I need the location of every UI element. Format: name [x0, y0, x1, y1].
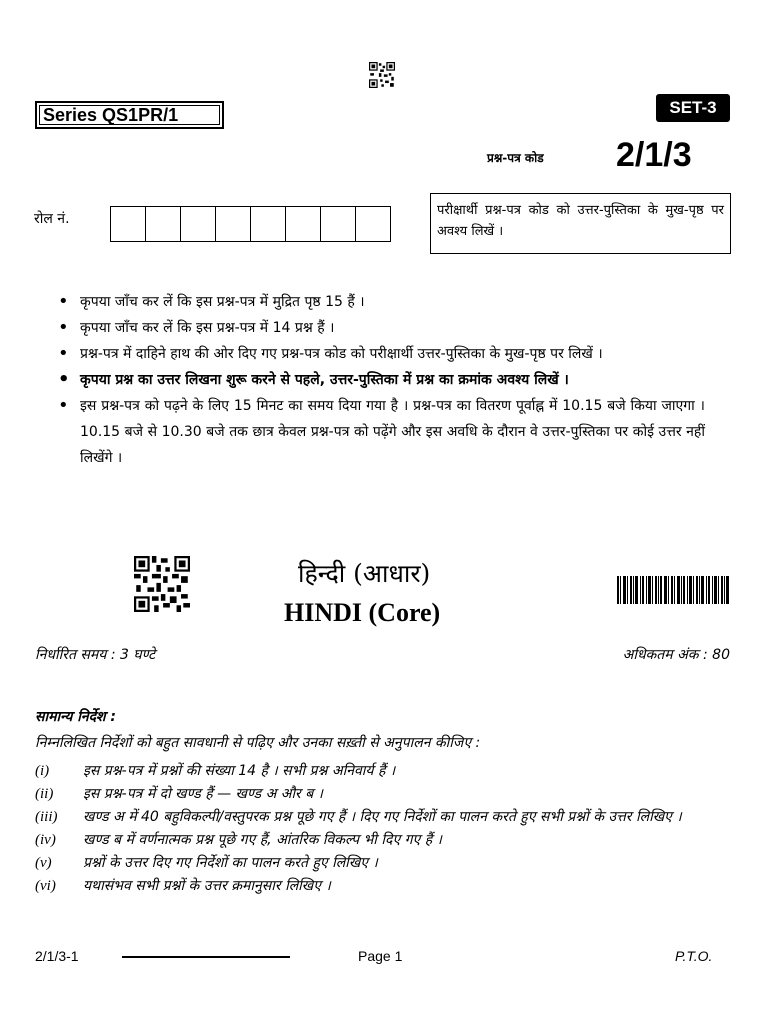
set-badge: SET-3 — [656, 94, 730, 122]
roll-number-cell — [285, 206, 321, 242]
checklist-item: • कृपया जाँच कर लें कि इस प्रश्न-पत्र में 14 प्रश्न हैं । — [58, 315, 705, 341]
instruction-number: (iii) — [35, 809, 58, 825]
instruction-item — [35, 760, 733, 783]
roll-number-cell — [180, 206, 216, 242]
roll-number-cell — [355, 206, 391, 242]
instruction-item — [35, 783, 733, 806]
roll-number-cell — [320, 206, 356, 242]
roll-number-cell — [110, 206, 146, 242]
exam-duration: निर्धारित समय : 3 घण्टे — [35, 647, 156, 663]
roll-number-cell — [250, 206, 286, 242]
footer-page-number: Page 1 — [358, 948, 403, 964]
question-paper-code-label: प्रश्न-पत्र कोड — [487, 151, 544, 165]
roll-number-cell — [145, 206, 181, 242]
code-notice-box: परीक्षार्थी प्रश्न-पत्र कोड को उत्तर-पुस्तिका के मुख-पृष्ठ पर अवश्य लिखें । — [430, 193, 731, 254]
footer-divider — [122, 956, 290, 958]
footer-paper-code: 2/1/3-1 — [35, 948, 79, 964]
instruction-item — [35, 829, 733, 852]
series-label: Series QS1PR/1 — [35, 101, 224, 129]
general-instructions-intro: निम्नलिखित निर्देशों को बहुत सावधानी से पढ़िए और उनका सख़्ती से अनुपालन कीजिए : — [35, 735, 481, 751]
roll-number-boxes — [111, 206, 391, 242]
subject-title-english: HINDI (Core) — [284, 598, 441, 627]
pre-exam-checklist — [58, 289, 705, 471]
instruction-item — [35, 852, 733, 875]
checklist-item: • प्रश्न-पत्र में दाहिने हाथ की ओर दिए गए प्रश्न-पत्र कोड को परीक्षार्थी उत्तर-पुस्तिका के मुख-पृष्ठ पर लिखें । — [58, 341, 705, 367]
instruction-text: इस प्रश्न-पत्र में प्रश्नों की संख्या 14 है । सभी प्रश्न अनिवार्य हैं । — [83, 763, 396, 779]
general-instructions-list — [35, 760, 733, 898]
instruction-number: (i) — [35, 763, 50, 779]
instruction-number: (iv) — [35, 832, 56, 848]
general-instructions-heading: सामान्य निर्देश : — [35, 709, 117, 725]
checklist-item: • इस प्रश्न-पत्र को पढ़ने के लिए 15 मिनट का समय दिया गया है । प्रश्न-पत्र का वितरण पूर्वाह्न में 10.15 बजे किया जाएगा । 10.15 बजे से 10.30 बजे तक छात्र केवल प्रश्न-पत्र को पढ़ेंगे और इस अवधि के दौरान वे उत्तर-पुस्तिका पर कोई उत्तर नहीं लिखेंगे । — [58, 393, 705, 471]
instruction-text: खण्ड अ में 40 बहुविकल्पी/वस्तुपरक प्रश्न पूछे गए हैं । दिए गए निर्देशों का पालन करते हुए सभी प्रश्नों के उत्तर लिखिए । — [83, 809, 682, 825]
instruction-text: प्रश्नों के उत्तर दिए गए निर्देशों का पालन करते हुए लिखिए । — [83, 855, 378, 871]
instruction-number: (v) — [35, 855, 52, 871]
barcode-icon — [617, 576, 730, 604]
roll-number-cell — [215, 206, 251, 242]
qr-code-icon — [132, 556, 192, 612]
qr-code-icon — [369, 62, 395, 88]
subject-title-hindi: हिन्दी (आधार) — [298, 559, 431, 588]
checklist-item: • कृपया जाँच कर लें कि इस प्रश्न-पत्र में मुद्रित पृष्ठ 15 हैं । — [58, 289, 705, 315]
instruction-text: खण्ड ब में वर्णनात्मक प्रश्न पूछे गए हैं, आंतरिक विकल्प भी दिए गए हैं । — [83, 832, 442, 848]
question-paper-code: 2/1/3 — [616, 136, 692, 174]
instruction-item — [35, 806, 733, 829]
instruction-number: (ii) — [35, 786, 54, 802]
instruction-text: यथासंभव सभी प्रश्नों के उत्तर क्रमानुसार लिखिए । — [83, 878, 331, 894]
instruction-number: (vi) — [35, 878, 56, 894]
instruction-text: इस प्रश्न-पत्र में दो खण्ड हैं — खण्ड अ और ब । — [83, 786, 323, 802]
instruction-item — [35, 875, 733, 898]
maximum-marks: अधिकतम अंक : 80 — [622, 647, 730, 663]
checklist-item: • कृपया प्रश्न का उत्तर लिखना शुरू करने से पहले, उत्तर-पुस्तिका में प्रश्न का क्रमांक अवश्य लिखें । — [58, 367, 705, 393]
footer-pto: P.T.O. — [675, 948, 713, 964]
roll-number-label: रोल नं. — [34, 211, 70, 227]
